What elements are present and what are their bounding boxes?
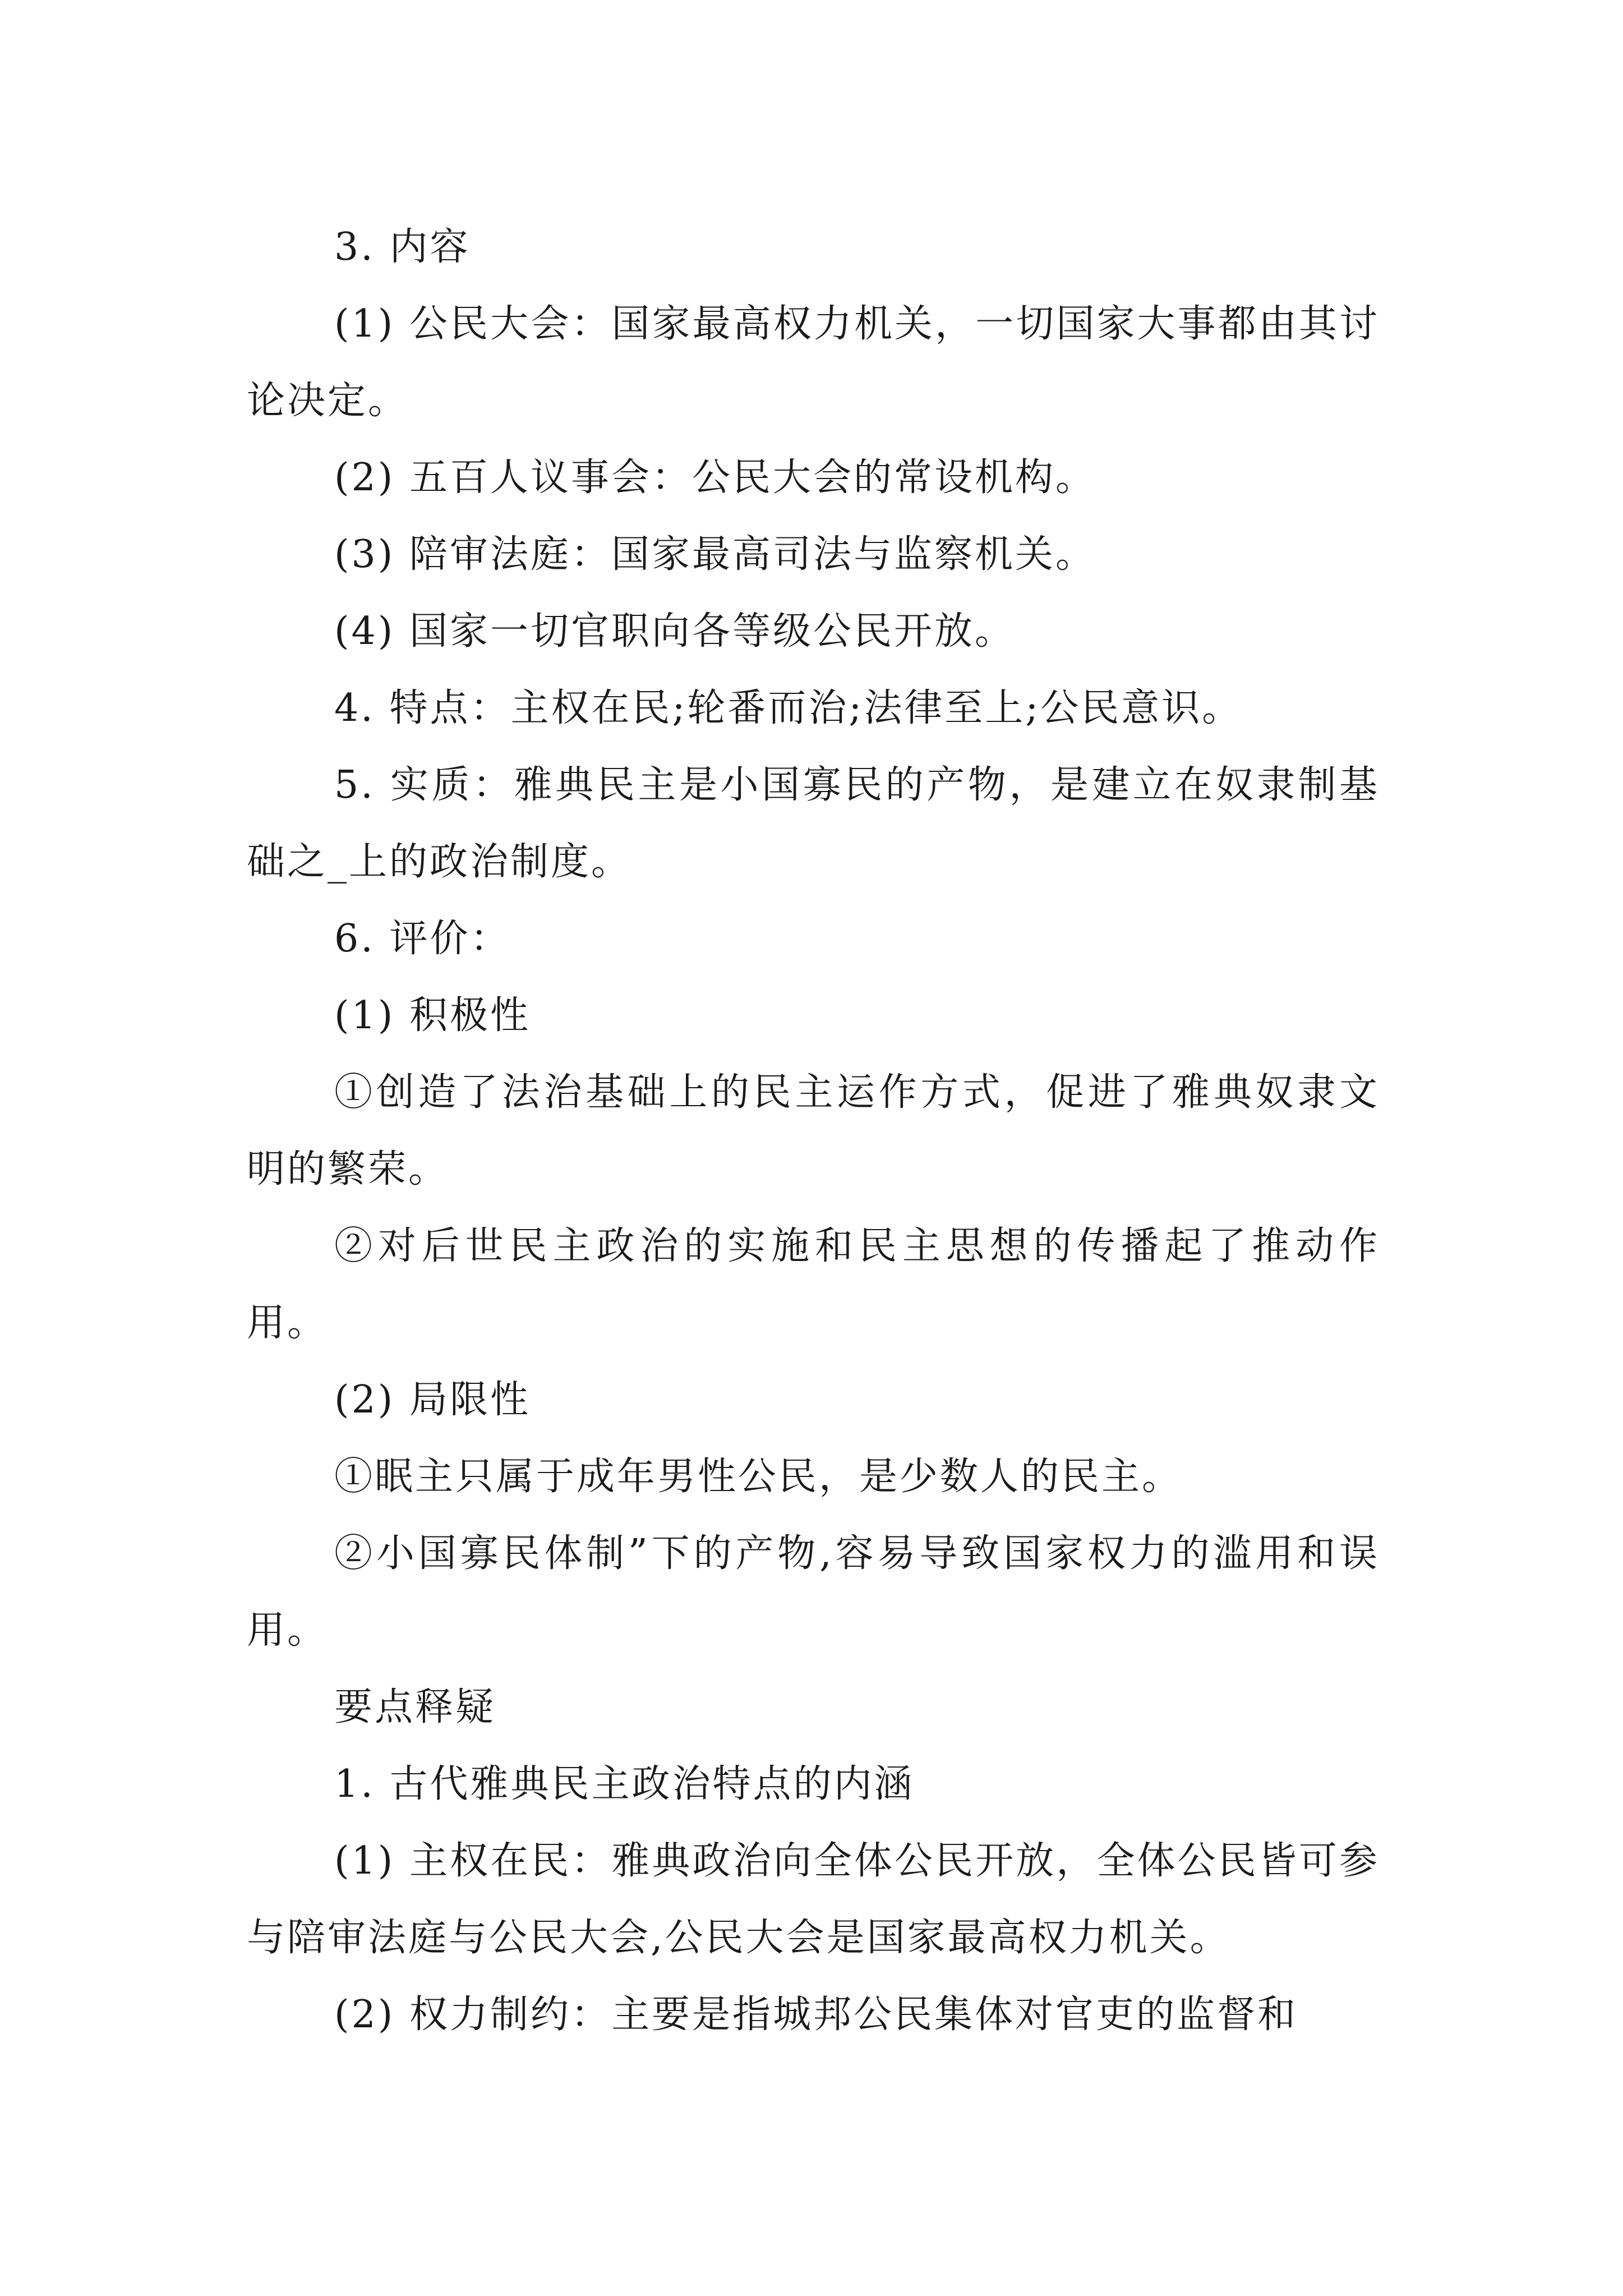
paragraph-checks-on-power: (2) 权力制约：主要是指城邦公民集体对官吏的监督和 [334, 1993, 1298, 2037]
paragraph-essence: 5. 实质：雅典民主是小国寡民的产物，是建立在奴隶制基础之_上的政治制度。 [247, 763, 1380, 884]
subheading-feature-meaning: 1. 古代雅典民主政治特点的内涵 [334, 1762, 915, 1806]
document-body [247, 209, 1380, 2053]
paragraph-public-offices: (4) 国家一切官职向各等级公民开放。 [334, 609, 1015, 654]
paragraph-limitation-1: ①眠主只属于成年男性公民，是少数人的民主。 [334, 1455, 1183, 1499]
paragraph-council-of-500: (2) 五百人议事会：公民大会的常设机构。 [334, 455, 1096, 500]
paragraph-features: 4. 特点：主权在民;轮番而治;法律至上;公民意识。 [334, 686, 1243, 730]
section-heading-evaluation: 6. 评价： [334, 917, 511, 961]
paragraph-citizens-assembly: (1) 公民大会：国家最高权力机关，一切国家大事都由其讨论决定。 [247, 302, 1380, 423]
paragraph-positive-1: ①创造了法治基础上的民主运作方式，促进了雅典奴隶文明的繁荣。 [247, 1070, 1380, 1191]
paragraph-sovereignty: (1) 主权在民：雅典政治向全体公民开放，全体公民皆可参与陪审法庭与公民大会,公民大会是国家最高权力机关。 [247, 1839, 1380, 1960]
paragraph-positive-2: ②对后世民主政治的实施和民主思想的传播起了推动作用。 [247, 1224, 1380, 1345]
paragraph-jury-court: (3) 陪审法庭：国家最高司法与监察机关。 [334, 532, 1096, 577]
section-heading-key-points: 要点释疑 [334, 1685, 496, 1729]
paragraph-limitation-2: ②小国寡民体制”下的产物,容易导致国家权力的滥用和误用。 [247, 1531, 1380, 1653]
section-heading-content: 3. 内容 [334, 225, 471, 269]
subheading-limitations: (2) 局限性 [334, 1378, 531, 1422]
subheading-positive: (1) 积极性 [334, 993, 531, 1038]
